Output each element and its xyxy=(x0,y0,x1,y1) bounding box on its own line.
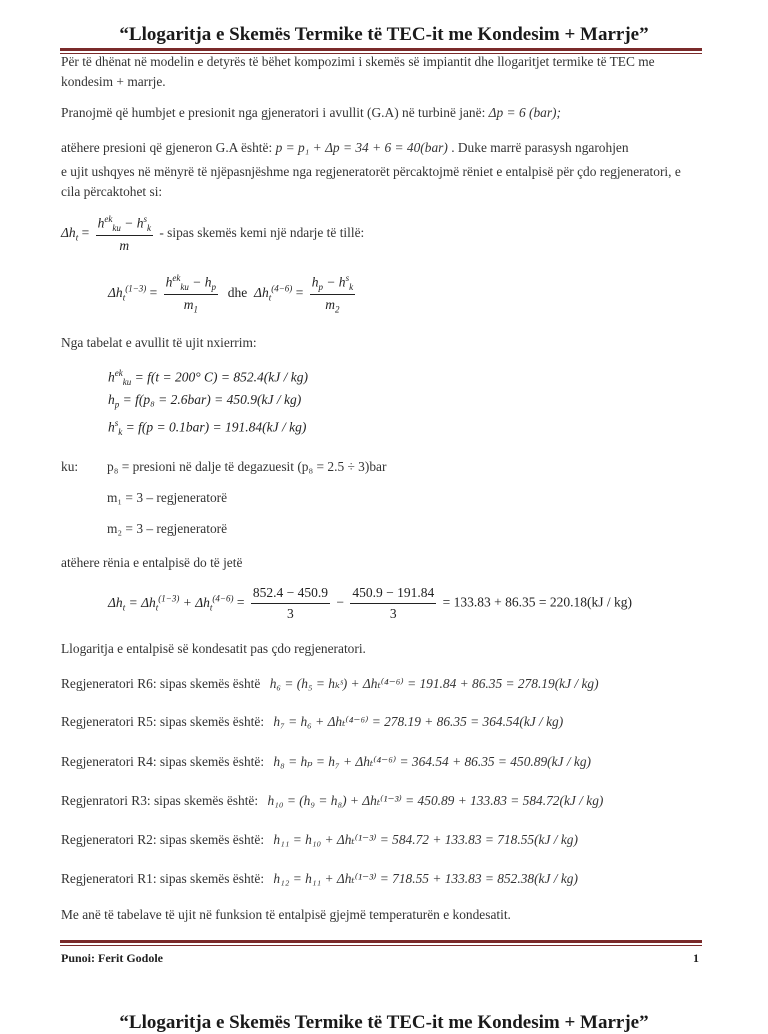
ku-def-3: m₂ = 3 – regjeneratorë xyxy=(107,521,228,536)
regen-r4-line xyxy=(61,752,701,772)
split-text: - sipas skemës kemi një ndarje të tillë: xyxy=(159,225,365,241)
table-eq-3: $h^s_k = f(p = 0.1bar) = 191.84(kJ / kg)$ xyxy=(108,418,307,438)
closing-paragraph: Me anë të tabelave të ujit në funksion të entalpisë gjejmë temperaturën e kondesatit. xyxy=(61,907,511,922)
regen-r5-line xyxy=(61,712,701,732)
regen-r2-eq: h₁₁ = h₁₀ + Δhₜ⁽¹⁻³⁾ = 584.72 + 133.83 = 718.55(kJ / kg) xyxy=(273,832,578,847)
footer-rule-thin xyxy=(60,945,702,946)
table-eq-1-text: = f(t = 200° C) = 852.4(kJ / kg) xyxy=(134,369,308,385)
split-formula: $\Delta h_t^{(1-3)}$ = $\frac{h^{ek}_{ku} - h_p}{m_1}$ dhe $\Delta h_t^{(4-6)}$ = $\frac{h_p - h^s_k}{m_2}$ xyxy=(108,273,354,315)
regen-r6-label: Regjeneratori R6: sipas skemës është xyxy=(61,676,261,691)
pressure-loss-paragraph xyxy=(61,103,701,123)
regen-r1-line xyxy=(61,869,701,889)
regen-r5-eq: h₇ = h₆ + Δhₜ⁽⁴⁻⁶⁾ = 278.19 + 86.35 = 364.54(kJ / kg) xyxy=(273,714,564,729)
page-number: 1 xyxy=(693,951,699,965)
ku-label: ku: xyxy=(61,459,79,474)
next-page-title: “Llogaritja e Skemës Termike të TEC-it me Kondesim + Marrje” xyxy=(119,1012,649,1033)
regen-r4-eq: h₈ = hₚ = h₇ + Δhₜ⁽⁴⁻⁶⁾ = 364.54 + 86.35 = 450.89(kJ / kg) xyxy=(273,754,591,769)
regen-r3-line xyxy=(61,791,701,811)
table-eq-3-text: = f(p = 0.1bar) = 191.84(kJ / kg) xyxy=(125,419,307,435)
pressure-text: atëhere presioni që gjeneron G.A është: xyxy=(61,140,273,155)
pressure-loss-text: Pranojmë që humbjet e presionit nga gjeneratori i avullit (G.A) në turbinë janë: xyxy=(61,105,486,120)
table-eq-2: $h_p = f(p_8 = 2.6bar) = 450.9(kJ / kg)$ xyxy=(108,392,302,410)
regen-r1-eq: h₁₂ = h₁₁ + Δhₜ⁽¹⁻³⁾ = 718.55 + 133.83 = 852.38(kJ / kg) xyxy=(273,871,578,886)
footer-author: Punoi: Ferit Godole xyxy=(61,951,163,965)
regen-r6-line xyxy=(61,674,701,694)
condensate-paragraph: Llogaritja e entalpisë së kondesatit pas çdo regjeneratori. xyxy=(61,641,366,656)
pressure-loss-eq: Δp = 6 (bar); xyxy=(488,105,561,120)
pressure-tail: . Duke marrë parasysh ngarohjen xyxy=(451,140,629,155)
total-frac-2-num: 450.9 − 191.84 xyxy=(350,585,436,604)
total-frac-2-den: 3 xyxy=(389,606,397,621)
total-drop-formula: $\Delta h_t = \Delta h_t^{(1-3)} + \Delta h_t^{(4-6)}$ = $\frac{852.4 - 450.9}{3}$ − $\frac{450.9 - 191.84}{3}$ = 133.83 + 86.35 = 220.18(kJ / kg) xyxy=(108,585,632,621)
table-eq-1: $h^{ek}_{ku} = f(t = 200^\circ$ C) = 852.4(kJ / kg) xyxy=(108,368,308,388)
regen-r3-label: Regjenratori R3: sipas skemës është: xyxy=(61,793,259,808)
regen-r3-eq: h₁₀ = (h₉ = h₈) + Δhₜ⁽¹⁻³⁾ = 450.89 + 133.83 = 584.72(kJ / kg) xyxy=(267,793,604,808)
regen-r6-eq: h₆ = (h₅ = hₖˢ) + Δhₜ⁽⁴⁻⁶⁾ = 191.84 + 86.35 = 278.19(kJ / kg) xyxy=(269,676,599,691)
regen-r2-label: Regjeneratori R2: sipas skemës është: xyxy=(61,832,265,847)
pressure-eq: p = p₁ + Δp = 34 + 6 = 40(bar) xyxy=(275,140,448,155)
total-frac-1-num: 852.4 − 450.9 xyxy=(251,585,330,604)
regen-r4-label: Regjeneratori R4: sipas skemës është: xyxy=(61,754,265,769)
enthalpy-drop-formula: $\Delta h_t$ = $\frac{h^{ek}_{ku} - h^s_k}{m}$ - sipas skemës kemi një ndarje të tillë: xyxy=(61,214,365,254)
total-result: = 133.83 + 86.35 = 220.18(kJ / kg) xyxy=(442,594,632,610)
intro-paragraph: Për të dhënat në modelin e detyrës të bëhet kompozimi i skemës së impiantit dhe llogaritjet termike të TEC me kondesim + marrje. xyxy=(61,54,655,89)
regen-r1-label: Regjeneratori R1: sipas skemës është: xyxy=(61,871,265,886)
regen-r2-line xyxy=(61,830,701,850)
regen-r5-label: Regjeneratori R5: sipas skemës është: xyxy=(61,714,265,729)
total-frac-1-den: 3 xyxy=(287,606,294,621)
total-drop-paragraph: atëhere rënia e entalpisë do të jetë xyxy=(61,555,243,570)
split-and: dhe xyxy=(227,285,248,301)
enthalpy-drop-paragraph: e ujit ushqyes në mënyrë të njëpasnjëshme nga regjeneratorët përcaktojmë rëniet e entalpisë për çdo regjeneratori, e cila përcaktohet si: xyxy=(61,164,681,199)
page-title: “Llogaritja e Skemës Termike të TEC-it me Kondesim + Marrje” xyxy=(119,24,649,45)
table-eq-2-text: = f(p₈ = 2.6bar) = 450.9(kJ / kg) xyxy=(122,392,302,407)
tables-paragraph: Nga tabelat e avullit të ujit nxierrim: xyxy=(61,335,257,350)
footer-rule xyxy=(60,940,702,943)
ku-def-1: p₈ = presioni në dalje të degazuesit (p₈ = 2.5 ÷ 3)bar xyxy=(107,459,387,474)
header-rule xyxy=(60,48,702,51)
pressure-paragraph xyxy=(61,138,701,158)
ku-def-2: m₁ = 3 – regjeneratorë xyxy=(107,490,228,505)
